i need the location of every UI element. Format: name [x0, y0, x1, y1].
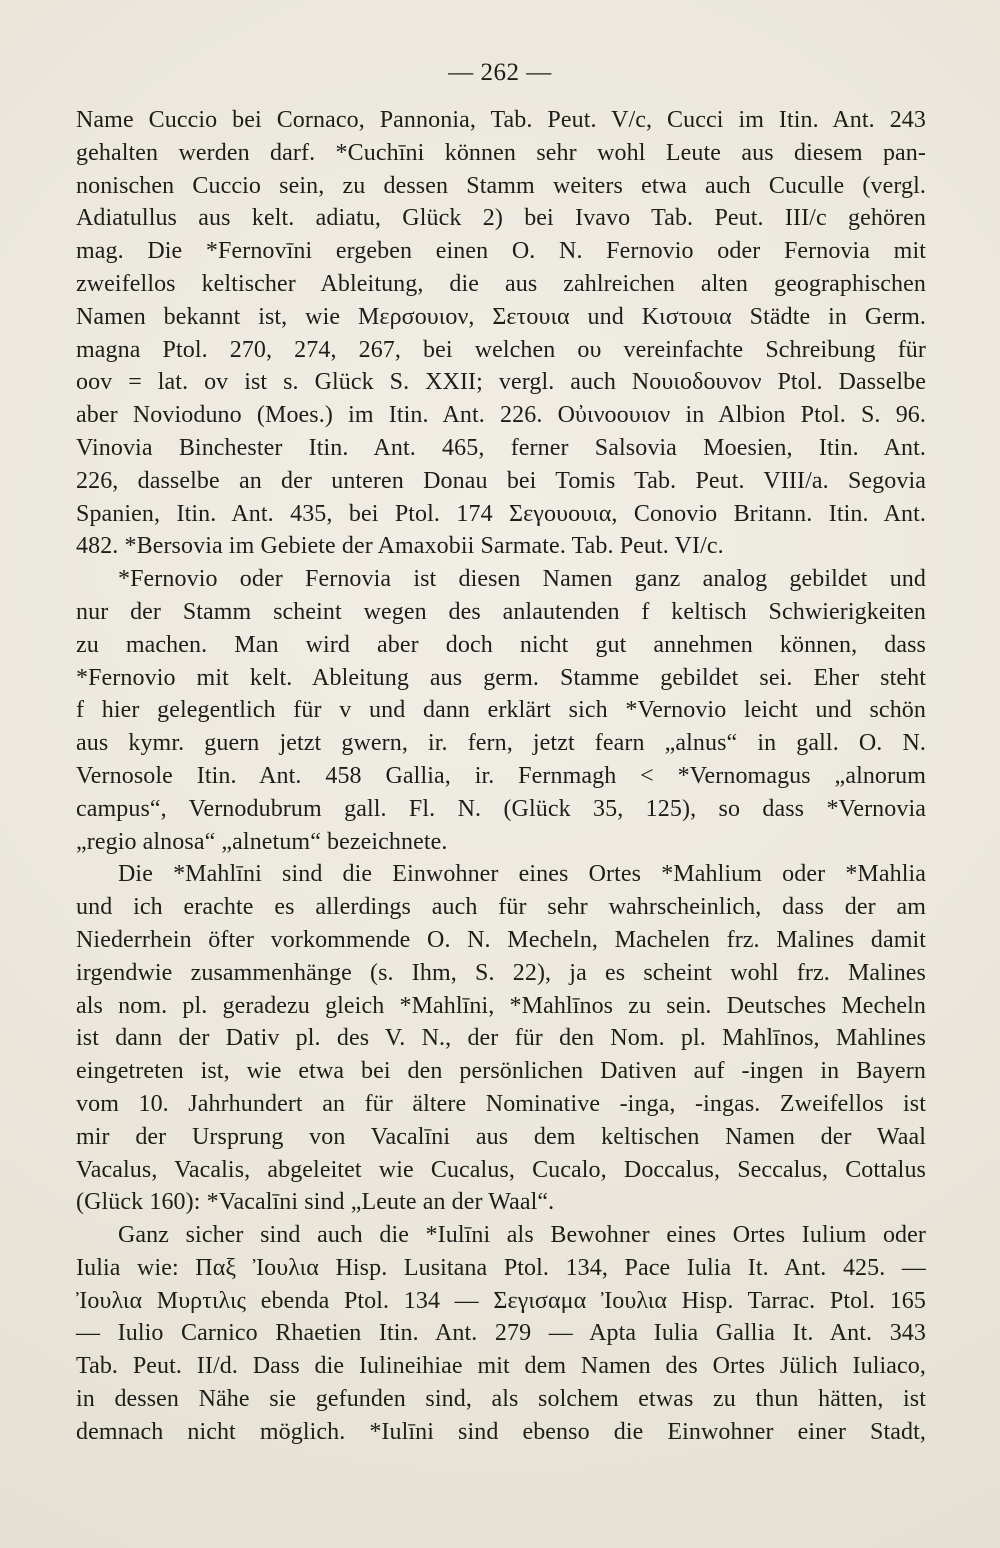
- text-line: Die *Mahlīni sind die Einwohner eines Ortes *Mahlium oder *Mahlia: [118, 861, 926, 888]
- text-line: Iulia wie: Παξ Ἰουλια Hisp. Lusitana Ptol. 134, Pace Iulia It. Ant. 425. —: [76, 1254, 926, 1281]
- text-line: Vacalus, Vacalis, abgeleitet wie Cucalus, Cucalo, Doccalus, Seccalus, Cottalus: [76, 1156, 926, 1183]
- text-line: irgendwie zusammenhänge (s. Ihm, S. 22), ja es scheint wohl frz. Malines: [76, 959, 926, 986]
- text-line: und ich erachte es allerdings auch für sehr wahrscheinlich, dass der am: [76, 894, 926, 921]
- text-line: f hier gelegentlich für v und dann erklärt sich *Vernovio leicht und schön: [76, 697, 926, 724]
- text-line: zu machen. Man wird aber doch nicht gut annehmen können, dass: [76, 631, 926, 658]
- text-line: mir der Ursprung von Vacalīni aus dem keltischen Namen der Waal: [76, 1123, 926, 1150]
- body-text: [76, 104, 926, 1449]
- text-line: zweifellos keltischer Ableitung, die aus zahlreichen alten geographischen: [76, 270, 926, 297]
- text-line: Niederrhein öfter vorkommende O. N. Mecheln, Machelen frz. Malines damit: [76, 926, 926, 953]
- text-line: nonischen Cuccio sein, zu dessen Stamm weiters etwa auch Cuculle (vergl.: [76, 172, 926, 199]
- text-line: Ἰουλια Μυρτιλις ebenda Ptol. 134 — Σεγισαμα Ἰουλια Hisp. Tarrac. Ptol. 165: [76, 1287, 926, 1314]
- text-line: *Fernovio mit kelt. Ableitung aus germ. Stamme gebildet sei. Eher steht: [76, 664, 926, 691]
- text-line: *Fernovio oder Fernovia ist diesen Namen ganz analog gebildet und: [118, 566, 926, 593]
- text-line: 482. *Bersovia im Gebiete der Amaxobii Sarmate. Tab. Peut. VI/c.: [76, 533, 724, 560]
- text-line: Ganz sicher sind auch die *Iulīni als Bewohner eines Ortes Iulium oder: [118, 1222, 926, 1249]
- text-line: nur der Stamm scheint wegen des anlautenden f keltisch Schwierigkeiten: [76, 598, 926, 625]
- text-line: Spanien, Itin. Ant. 435, bei Ptol. 174 Σεγουουια, Conovio Britann. Itin. Ant.: [76, 500, 926, 527]
- text-line: ist dann der Dativ pl. des V. N., der für den Nom. pl. Mahlīnos, Mahlines: [76, 1025, 926, 1052]
- text-line: Vernosole Itin. Ant. 458 Gallia, ir. Fernmagh < *Vernomagus „alnorum: [76, 762, 926, 789]
- text-line: in dessen Nähe sie gefunden sind, als solchem etwas zu thun hätten, ist: [76, 1386, 926, 1413]
- page-number: — 262 —: [448, 59, 552, 86]
- text-line: gehalten werden darf. *Cuchīni können sehr wohl Leute aus diesem pan-: [76, 139, 926, 166]
- text-line: magna Ptol. 270, 274, 267, bei welchen ου vereinfachte Schreibung für: [76, 336, 926, 363]
- text-line: 226, dasselbe an der unteren Donau bei Tomis Tab. Peut. VIII/a. Segovia: [76, 467, 926, 494]
- text-line: (Glück 160): *Vacalīni sind „Leute an der Waal“.: [76, 1189, 555, 1216]
- text-line: aber Novioduno (Moes.) im Itin. Ant. 226. Οὐινοουιον in Albion Ptol. S. 96.: [76, 402, 926, 429]
- text-line: Tab. Peut. II/d. Dass die Iulineihiae mit dem Namen des Ortes Jülich Iuliaco,: [76, 1353, 926, 1380]
- text-line: eingetreten ist, wie etwa bei den persönlichen Dativen auf -ingen in Bayern: [76, 1058, 926, 1085]
- text-line: mag. Die *Fernovīni ergeben einen O. N. Fernovio oder Fernovia mit: [76, 238, 926, 265]
- text-line: campus“, Vernodubrum gall. Fl. N. (Glück 35, 125), so dass *Vernovia: [76, 795, 926, 822]
- text-line: Adiatullus aus kelt. adiatu, Glück 2) bei Ivavo Tab. Peut. III/c gehören: [76, 205, 926, 232]
- text-line: vom 10. Jahrhundert an für ältere Nominative -inga, -ingas. Zweifellos ist: [76, 1090, 926, 1117]
- text-line: „regio alnosa“ „alnetum“ bezeichnete.: [76, 828, 448, 855]
- text-line: Vinovia Binchester Itin. Ant. 465, ferner Salsovia Moesien, Itin. Ant.: [76, 434, 926, 461]
- text-line: oov = lat. ov ist s. Glück S. XXII; vergl. auch Νουιοδουνον Ptol. Dasselbe: [76, 369, 926, 396]
- text-line: demnach nicht möglich. *Iulīni sind ebenso die Einwohner einer Stadt,: [76, 1418, 926, 1445]
- text-line: — Iulio Carnico Rhaetien Itin. Ant. 279 — Apta Iulia Gallia It. Ant. 343: [76, 1320, 926, 1347]
- text-line: Namen bekannt ist, wie Μερσουιον, Σετουια und Κιστουια Städte in Germ.: [76, 303, 926, 330]
- text-line: als nom. pl. geradezu gleich *Mahlīni, *Mahlīnos zu sein. Deutsches Mecheln: [76, 992, 926, 1019]
- text-line: aus kymr. guern jetzt gwern, ir. fern, jetzt fearn „alnus“ in gall. O. N.: [76, 730, 926, 757]
- text-line: Name Cuccio bei Cornaco, Pannonia, Tab. Peut. V/c, Cucci im Itin. Ant. 243: [76, 107, 926, 133]
